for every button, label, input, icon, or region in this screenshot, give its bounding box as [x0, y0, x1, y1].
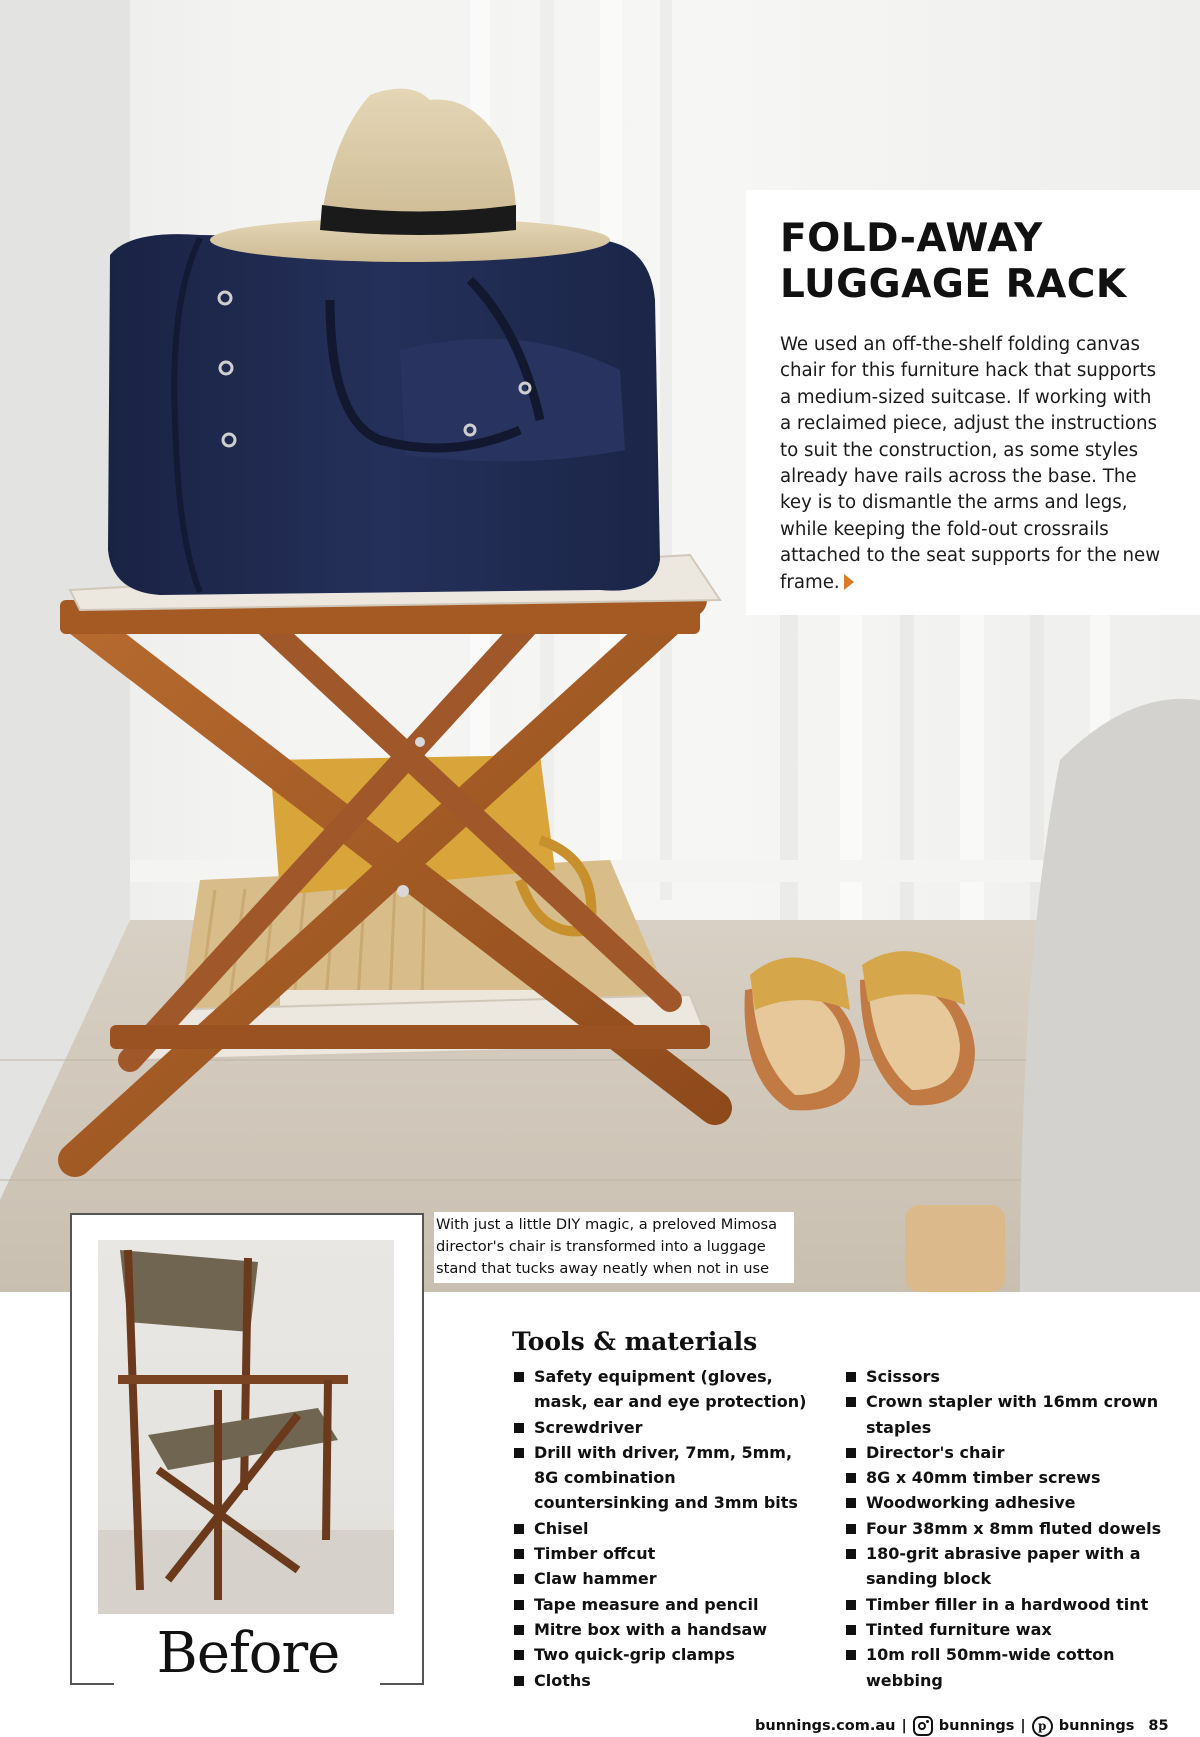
list-item: Woodworking adhesive	[846, 1490, 1176, 1515]
footer-separator: |	[901, 1718, 907, 1734]
page-number: 85	[1148, 1718, 1169, 1734]
stool-leg	[905, 1205, 1005, 1292]
navy-bag	[108, 234, 660, 595]
list-item: Timber offcut	[514, 1541, 814, 1566]
footer-separator: |	[1020, 1718, 1026, 1734]
list-item: Director's chair	[846, 1440, 1176, 1465]
page-footer	[755, 1714, 1169, 1737]
instagram-handle[interactable]: bunnings	[938, 1718, 1015, 1734]
pinterest-handle[interactable]: bunnings	[1058, 1718, 1135, 1734]
list-item: Screwdriver	[514, 1415, 814, 1440]
list-item: 10m roll 50mm-wide cotton webbing	[846, 1642, 1176, 1693]
arrow-icon	[844, 574, 854, 590]
frame-bottom-left	[70, 1683, 114, 1685]
tools-list-left	[514, 1364, 814, 1693]
list-item: Scissors	[846, 1364, 1176, 1389]
before-photo	[98, 1240, 394, 1614]
intro-text: We used an off-the-shelf folding canvas chair for this furniture hack that supports a medium-sized suitcase. If working with a reclaimed piece, adjust the instructions to suit the construction, as some styles already have rails across the base. The key is to dismantle the arms and legs, while keeping the fold-out crossrails attached to the seat supports for the new frame.	[780, 334, 1161, 593]
instagram-icon[interactable]	[913, 1716, 933, 1736]
photo-caption: With just a little DIY magic, a preloved Mimosa director's chair is transformed into a luggage stand that tucks away neatly when not in use	[434, 1212, 794, 1283]
chair-backrest	[120, 1250, 258, 1332]
article-title	[780, 216, 1166, 308]
title-line-1: FOLD-AWAY	[780, 216, 1043, 261]
list-item: Safety equipment (gloves, mask, ear and eye protection)	[514, 1364, 814, 1415]
list-item: Tinted furniture wax	[846, 1617, 1176, 1642]
article-intro	[780, 332, 1166, 596]
list-item: Four 38mm x 8mm fluted dowels	[846, 1516, 1176, 1541]
directors-chair-illustration	[98, 1240, 394, 1614]
list-item: Timber filler in a hardwood tint	[846, 1592, 1176, 1617]
title-line-2: LUGGAGE RACK	[780, 262, 1127, 307]
tools-heading: Tools & materials	[512, 1327, 758, 1356]
list-item: Two quick-grip clamps	[514, 1642, 814, 1667]
pinterest-icon[interactable]: p	[1032, 1716, 1053, 1737]
list-item: 180-grit abrasive paper with a sanding block	[846, 1541, 1176, 1592]
frame-bottom-right	[380, 1683, 424, 1685]
article-intro-box	[746, 190, 1200, 615]
tools-list-right	[846, 1364, 1176, 1693]
list-item: 8G x 40mm timber screws	[846, 1465, 1176, 1490]
before-label: Before	[156, 1621, 340, 1686]
list-item: Mitre box with a handsaw	[514, 1617, 814, 1642]
armchair	[1020, 699, 1200, 1292]
list-item: Cloths	[514, 1668, 814, 1693]
site-link[interactable]: bunnings.com.au	[755, 1718, 896, 1734]
list-item: Chisel	[514, 1516, 814, 1541]
list-item: Claw hammer	[514, 1566, 814, 1591]
list-item: Crown stapler with 16mm crown staples	[846, 1389, 1176, 1440]
list-item: Drill with driver, 7mm, 5mm, 8G combination countersinking and 3mm bits	[514, 1440, 814, 1516]
list-item: Tape measure and pencil	[514, 1592, 814, 1617]
